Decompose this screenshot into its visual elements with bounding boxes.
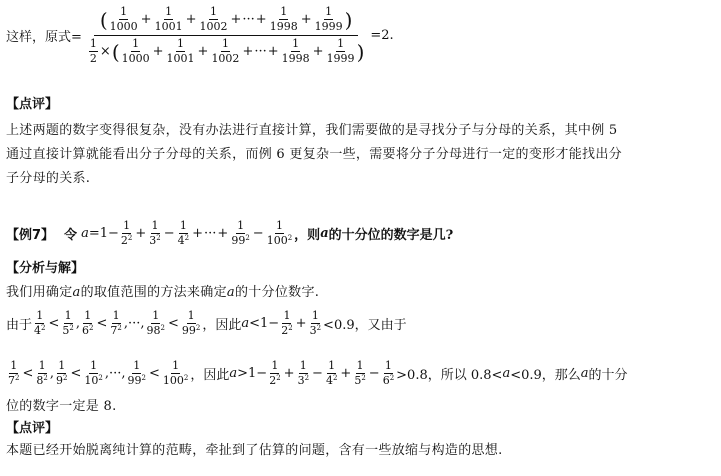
top-numerator: ( $\frac{1}{1000}$ + $\frac{1}{1001}$ + $\frac{1}{1002}$ + ··· + $\frac{1}{1998}$ + $\frac{1}{1999}$ ): [94, 6, 359, 36]
analysis-line-2: 由于 $\frac{1}{4^2}$ < $\frac{1}{5^2}$ , $\frac{1}{6^2}$ < $\frac{1}{7^2}$ ,···, $\frac{1}{98^2}$ < $\frac{1}{99^2}$ ，因此 a <1− $\frac{1}{2^2}$ + $\frac{1}{3^2}$ <0.9，又由于: [6, 309, 407, 337]
review1-line-2: 通过直接计算就能看出分子分母的关系，而例 6 更复杂一些，需要将分子分母进行一定的变形才能找出分: [6, 147, 622, 162]
top-denominator: $\frac{1}{2}$ × ( $\frac{1}{1000}$ + $\frac{1}{1001}$ + $\frac{1}{1002}$ + ··· + $\frac{1}{1998}$ + $\frac{1}{1999}$ ): [89, 37, 365, 65]
example7-question: 的十分位的数字是几?: [328, 228, 454, 243]
top-result: =2.: [370, 28, 394, 43]
review1-line-1: 上述两题的数字变得很复杂，没有办法进行直接计算，我们需要做的是寻找分子与分母的关系，其中例 5: [6, 123, 618, 138]
top-prefix: 这样，原式=: [6, 30, 82, 45]
example7-label: 【例7】: [6, 228, 55, 243]
example7-intro: 令: [64, 228, 78, 243]
analysis-line-4: 位的数字一定是 8.: [6, 399, 117, 414]
analysis-heading: 【分析与解】: [6, 261, 85, 276]
review2-line: 本题已经开始脱离纯计算的范畴，牵扯到了估算的问题，含有一些放缩与构造的思想.: [6, 443, 503, 458]
review1-heading: 【点评】: [6, 97, 59, 112]
top-big-fraction: [82, 6, 370, 65]
review1-line-3: 子分母的关系.: [6, 171, 91, 186]
review2-heading: 【点评】: [6, 421, 59, 436]
example7-line: 【例7】 令 a =1− $\frac{1}{2^2}$ + $\frac{1}{3^2}$ − $\frac{1}{4^2}$ + ··· + $\frac{1}{99^2}$ − $\frac{1}{100^2}$ ，则 a 的十分位的数字是几?: [6, 219, 454, 247]
analysis-line-3: $\frac{1}{7^2}$ < $\frac{1}{8^2}$ , $\frac{1}{9^2}$ < $\frac{1}{10^2}$ ,···, $\frac{1}{99^2}$ < $\frac{1}{100^2}$ ，因此 a >1− $\frac{1}{2^2}$ + $\frac{1}{3^2}$ − $\frac{1}{4^2}$ + $\frac{1}{5^2}$ − $\frac{1}{6^2}$ >0.8，所以 0.8< a <0.9，那么 a 的十分: [8, 359, 628, 387]
top-equation: [6, 6, 394, 65]
analysis-line-1: 我们用确定a的取值范围的方法来确定a的十分位数字.: [6, 285, 320, 300]
